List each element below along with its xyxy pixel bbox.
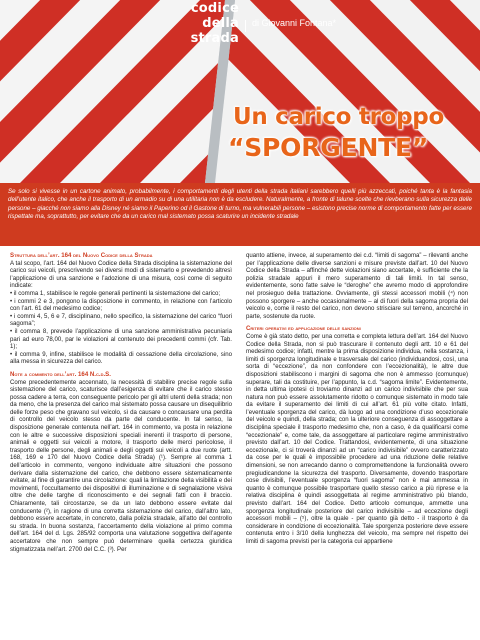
- section-title-line2: della strada: [190, 16, 239, 46]
- section-title-line1: codice: [190, 1, 239, 16]
- left-column: [10, 252, 232, 553]
- section-heading: Struttura dell’art. 164 del Nuovo Codice della Strada: [10, 252, 153, 259]
- paragraph: Come precedentemente accennato, la necessità di stabilire precise regole sulla sistemazione del carico, scaturisce dall’esigenza di evitare che il carico stesso possa cadere a terra, con conseguente pericolo per gli altri utenti della strada; non da meno, che la presenza del carico mal sistemato possa causare un disequilibrio delle forze peso che gravano sul veicolo, sì da causare o concausare una perdita di controllo del veicolo stesso da parte del conducente. In tal senso, la disposizione generale contenuta nell’art. 164 in commento, va posta in relazione con le altre e successive disposizioni speciali inerenti il trasporto di persone, animali e oggetti sui veicoli a motore, il trasporto delle merci pericolose, il trasporto delle persone, degli animali e degli oggetti sui veicoli a due ruote (artt. 168, 169 e 170 del Nuovo Codice della Strada) (¹). Sempre al comma 1 dell’articolo in commento, vengono individuate altre situazioni che possono derivare dalla sistemazione del carico, che debbono essere sistematicamente evitate, al fine di garantire una circolazione: quali la limitazione della visibilità e dei movimenti, l’occultamento dei dispositivi di illuminazione e di segnalazione visiva oltre che delle targhe di riconoscimento e dei segnali fatti con il braccio. Chiaramente, tali circostanze, se da un lato debbono essere evitate dal conducente (²), in ragione di una corretta sistemazione del carico, dall’altro lato, debbono essere accertate, in concreto, dalla polizia stradale, all’atto del controllo su strada. In buona sostanza, l’accertamento della violazione al primo comma dell’art. 164 del d. Lgs. 285/92 comporta una valutazione soggettiva dell’agente accertatore che non sempre può determinare quella certezza giuridica stigmatizzata nell’art. 2700 del C.C. (³). Per: [10, 378, 232, 553]
- paragraph: Come è già stato detto, per una corretta e completa lettura dell’art. 164 del Nuovo Codice della Strada, non si può trascurare il contenuto degli artt. 10 e 61 del medesimo codice; infatti, mentre la prima disposizione individua, nella sostanza, i limiti di sporgenza longitudinale e trasversale del carico (individuandosi, così, una sorta di “eccezione”, da non confondere con l’eccezionalità), le altre due disposizioni stabiliscono i margini di sagoma che non è ammesso (comunque) superare, tali da costituire, per l’appunto, la c.d. “sagoma limite”. Evidentemente, in detta ultima ipotesi ci troviamo dinanzi ad un carico indivisibile che per sua natura non può essere assolutamente ridotto o comunque sistemato in modo tale da evitare il superamento dei limiti di cui all’art. 61 più volte citato. Infatti, l’eventuale sporgenza del carico, dà luogo ad una condizione d’uso eccezionale del veicolo e quindi, della strada; con la ulteriore conseguenza di assoggettare a disciplina speciale il trasporto medesimo che, non a caso, è da qualificarsi come “eccezionale” e, come tale, da assoggettare al particolare regime amministrativo previsto dall’art. 10 del Codice. Trattandosi, evidentemente, di una situazione eccezionale, ci si troverà dinanzi ad un “carico indivisibile” ovvero caratterizzato da cose per le quali è impossibile procedere ad una riduzione delle relative dimensioni, se non arrecando danno o compromettendone la funzionalità ovvero pregiudicandone la sicurezza del trasporto. Diversamente, dovendo trasportare cose divisibili, l’eventuale sporgenza “fuori sagoma” non è mai ammessa in quanto è comunque possibile trasportare quello stesso carico a più riprese e la relativa disciplina è quindi assoggettata al regime amministrativo più blando, previsto dall’art. 164 del Codice. Detto articolo comunque, ammette una sporgenza longitudinale posteriore del carico indivisibile – ad eccezione degli accessori mobili – (⁵), oltre la quale - per quanto già detto - il trasporto è da considerare in condizione di eccezionalità. Tale sporgenza posteriore deve essere contenuta entro i 3/10 della lunghezza del veicolo, ma sempre nel rispetto dei limiti di sagoma previsti per la categoria cui appartiene: [246, 332, 468, 545]
- section-heading: Note a commento dell’art. 164 N.c.d.S.: [10, 370, 111, 378]
- article-title-line2: “SPORGENTE”: [228, 133, 429, 162]
- author-byline: di Giovanni Fontana*: [252, 18, 337, 28]
- section-heading: Criteri operativi ed applicazione delle sanzioni: [246, 325, 361, 333]
- bullet-item: • il comma 8, prevede l’applicazione di una sanzione amministrativa pecuniaria pari ad euro 78,00, par le violazioni al contenuto dei precedenti commi (cfr. Tab. 1);: [10, 327, 232, 351]
- hero-image: [0, 0, 480, 183]
- right-column: [246, 252, 468, 546]
- paragraph: A tal scopo, l’art. 164 del Nuovo Codice della Strada disciplina la sistemazione del carico sui veicoli, prescrivendo sei diversi modi di sistemarlo e prevedendo altresì l’applicazione di una sanzione e l’adozione di una misura, così come di seguito indicate:: [10, 259, 232, 290]
- header-divider: [245, 20, 246, 32]
- bullet-item: • il comma 1, stabilisce le regole generali pertinenti la sistemazione del carico;: [10, 289, 221, 297]
- intro-text: Se solo si vivesse in un cartone animato, probabilmente, i comportamenti degli utenti della strada italiani sarebbero quelli più azzeccati, poiché tanta è la fantasia dell’utente italico, che anche il trasporto di un armadio su di una utilitaria non è da escludere. Naturalmente, a fronte di talune scelte che rievberano sulla sicurezza delle persone – giacché non siamo alla Disney né siamo il Paperino od il Gastone di turno, ma vulnerabili persone – esistono precise norme di comportamento fatte per essere rispettate ma, soprattutto, per evitare che da un carico mal sistemato possa scaturire un incidente stradale: [8, 188, 472, 220]
- bullet-item: • il comma 9, infine, stabilisce le modalità di cessazione della circolazione, sino alla messa in sicurezza del carico.: [10, 350, 232, 366]
- article-title-line1: Un carico troppo: [233, 104, 444, 130]
- bullet-item: • i commi 4, 5, 6 e 7, disciplinano, nello specifico, la sistemazione del carico “fuori sagoma”;: [10, 312, 232, 328]
- paragraph: quanto attiene, invece, al superamento dei c.d. “limiti di sagoma” – rilevanti anche per l’applicazione delle diverse sanzioni e misure previste dall’art. 10 del Nuovo Codice della Strada – affinché dette violazioni siano accertate, è sufficiente che la polizia stradale appuri il mero superamento di tali limiti. In tal senso, evidentemente, sono fatte salve le “deroghe” che avremo modo di approfondire nel prosieguo della trattazione. Ovviamente, gli stessi accessori mobili (⁴) non possono sporgere – anche occasionalmente – al di fuori della sagoma propria del veicolo e, come il resto del carico, non devono strisciare sul terreno, ancorché in parte, sostenute da ruote.: [246, 252, 468, 320]
- bullet-item: • i commi 2 e 3, pongono la disposizione in commento, in relazione con l’articolo con l’art. 61 del medesimo codice;: [10, 297, 232, 313]
- intro-box: [0, 183, 480, 246]
- section-header: [150, 0, 245, 52]
